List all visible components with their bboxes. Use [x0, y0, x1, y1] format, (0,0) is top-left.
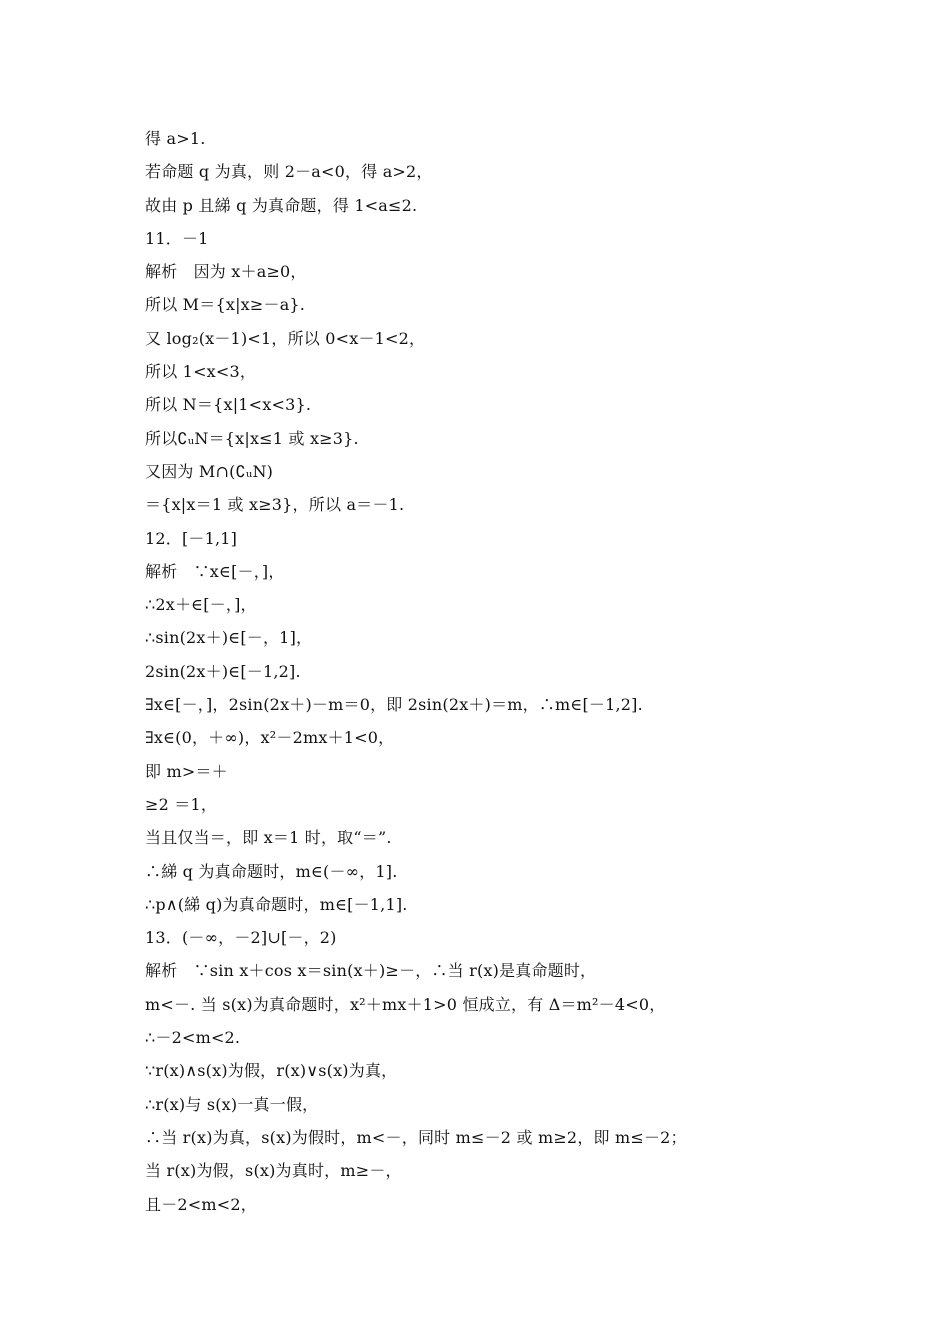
text-line: 所以∁ᵤN＝{x|x≤1 或 x≥3}.: [145, 428, 359, 448]
text-line: ∴r(x)与 s(x)一真一假，: [145, 1094, 319, 1114]
text-line: 所以 1<x<3，: [145, 362, 257, 382]
text-line: 解析 因为 x＋a≥0，: [145, 262, 307, 282]
solution-text: [145, 122, 905, 1221]
text-line: 得 a>1.: [145, 129, 206, 148]
text-line: ＝{x|x＝1 或 x≥3}，所以 a＝－1.: [145, 495, 405, 515]
text-line: ∴綈 q 为真命题时，m∈(－∞，1].: [145, 861, 398, 881]
text-line: ∵r(x)∧s(x)为假，r(x)∨s(x)为真，: [145, 1061, 398, 1081]
text-line: ∃x∈[－，]，2sin(2x＋)－m＝0，即 2sin(2x＋)＝m，∴m∈[－1,2].: [145, 695, 643, 715]
text-line: 又 log₂(x－1)<1，所以 0<x－1<2，: [145, 328, 426, 348]
text-line: 又因为 M∩(∁ᵤN): [145, 461, 274, 481]
text-line: ∴当 r(x)为真，s(x)为假时，m<－，同时 m≤－2 或 m≥2，即 m≤－2；: [145, 1127, 687, 1147]
problem-12-answer: 12．[－1,1]: [145, 528, 238, 548]
text-line: ∴p∧(綈 q)为真命题时，m∈[－1,1].: [145, 894, 408, 914]
text-line: 当且仅当＝，即 x＝1 时，取“＝”.: [145, 828, 392, 848]
text-line: 若命题 q 为真，则 2－a<0，得 a>2，: [145, 162, 433, 182]
text-line: ≥2 ＝1，: [145, 794, 218, 814]
problem-11-answer: 11．－1: [145, 228, 209, 248]
text-line: 当 r(x)为假，s(x)为真时，m≥－，: [145, 1161, 402, 1181]
text-line: ∴－2<m<2.: [145, 1028, 241, 1048]
text-line: m<－. 当 s(x)为真命题时，x²＋mx＋1>0 恒成立，有 Δ＝m²－4<0，: [145, 994, 666, 1014]
text-line: 即 m>＝＋: [145, 761, 228, 781]
text-line: ∃x∈(0，＋∞)，x²－2mx＋1<0，: [145, 728, 395, 748]
problem-13-answer: 13．(－∞，－2]∪[－，2): [145, 928, 337, 948]
text-line: 故由 p 且綈 q 为真命题，得 1<a≤2.: [145, 195, 418, 215]
text-line: 解析 ∵x∈[－，]，: [145, 561, 285, 581]
text-line: 2sin(2x＋)∈[－1,2].: [145, 661, 301, 681]
text-line: 解析 ∵sin x＋cos x＝sin(x＋)≥－，∴当 r(x)是真命题时，: [145, 961, 597, 981]
text-line: 且－2<m<2，: [145, 1194, 257, 1214]
text-line: 所以 M＝{x|x≥－a}.: [145, 295, 306, 315]
text-line: ∴sin(2x＋)∈[－，1]，: [145, 628, 313, 648]
text-line: ∴2x＋∈[－，]，: [145, 595, 257, 615]
text-line: 所以 N＝{x|1<x<3}.: [145, 395, 312, 415]
